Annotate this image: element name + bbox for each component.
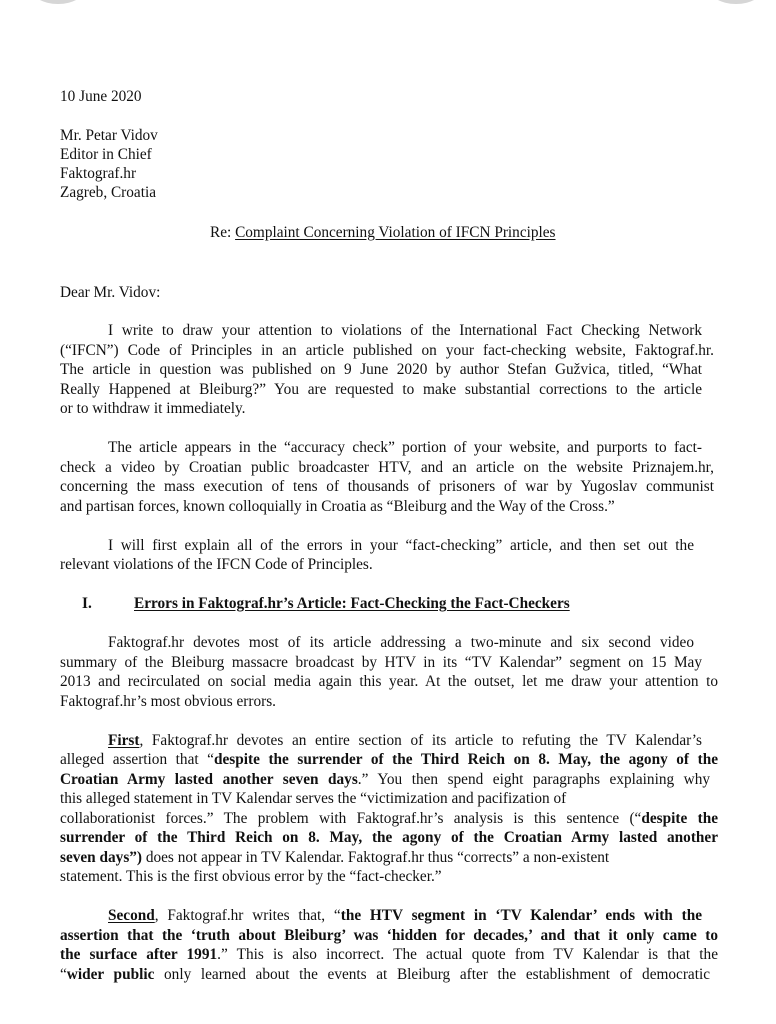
section-title: Errors in Faktograf.hr’s Article: Fact-Checking the Fact-Checkers [134,595,570,612]
text-line: the surface after 1991.” This is also incorrect. The actual quote from TV Kalendar is that the [60,946,718,963]
corner-shadow-right [708,0,764,4]
text-line: check a video by Croatian public broadcaster HTV, and an article on the website Priznajem.hr, [60,459,714,476]
re-prefix: Re: [210,224,236,241]
quoted-assertion: despite the [641,810,719,827]
quoted-assertion: seven days”) [60,849,143,866]
quoted-assertion: Croatian Army lasted another seven days [60,771,358,788]
text-line [60,828,718,848]
quoted-assertion: the HTV segment in ‘TV Kalendar’ ends with the [340,907,702,924]
text-line: “wider public only learned about the events at Bleiburg after the establishment of democratic [60,966,710,983]
text-line [60,926,718,946]
text-line: The article in question was published on 9 June 2020 by author Stefan Gužvica, titled, “What [60,361,702,378]
text-line: Really Happened at Bleiburg?” You are requested to make substantial corrections to the article [60,381,702,398]
text-line: seven days”) does not appear in TV Kalendar. Faktograf.hr thus “corrects” a non-existent [60,849,610,866]
text-line: First, Faktograf.hr devotes an entire section of its article to refuting the TV Kalendar’s [108,732,702,749]
section-number: I. [82,595,92,612]
recipient-location: Zagreb, Croatia [60,184,156,201]
text-line: collaborationist forces.” The problem with Faktograf.hr’s analysis is this sentence (“despite the [60,810,719,827]
text-line: Faktograf.hr devotes most of its article addressing a two-minute and six second video [108,634,694,651]
salutation: Dear Mr. Vidov: [60,284,161,301]
quoted-assertion: assertion that the ‘truth about Bleiburg’ was ‘hidden for decades,’ and that it only came to [60,927,718,944]
recipient-title: Editor in Chief [60,146,152,163]
corner-shadow-left [30,0,86,4]
re-line [210,223,556,243]
quoted-assertion: the surface after 1991 [60,946,218,963]
text-line: I will first explain all of the errors in your “fact-checking” article, and then set out the [108,537,694,554]
text-line: relevant violations of the IFCN Code of Principles. [60,556,373,573]
text-line: or to withdraw it immediately. [60,400,246,417]
text-line: (“IFCN”) Code of Principles in an article published on your fact-checking website, Faktograf.hr. [60,342,714,359]
text-line: I write to draw your attention to violations of the International Fact Checking Network [108,322,702,339]
text-line: summary of the Bleiburg massacre broadcast by HTV in its “TV Kalendar” segment on 15 May [60,654,702,671]
re-subject: Complaint Concerning Violation of IFCN Principles [235,224,556,241]
text-line: Second, Faktograf.hr writes that, “the HTV segment in ‘TV Kalendar’ ends with the [108,907,702,924]
letter-date: 10 June 2020 [60,88,142,105]
text-line: The article appears in the “accuracy check” portion of your website, and purports to fact- [108,439,702,456]
text-line: Croatian Army lasted another seven days.” You then spend eight paragraphs explaining why [60,771,710,788]
recipient-name: Mr. Petar Vidov [60,127,158,144]
quoted-assertion: despite the surrender of the Third Reich on 8. May, the agony of the [213,751,718,768]
second-label: Second [108,907,155,924]
text-line: 2013 and recirculated on social media again this year. At the outset, let me draw your attention to [60,673,718,690]
quoted-phrase: wider public [66,966,155,983]
text-line: alleged assertion that “despite the surrender of the Third Reich on 8. May, the agony of the [60,751,718,768]
text-line: statement. This is the first obvious error by the “fact-checker.” [60,868,442,885]
text-line: and partisan forces, known colloquially in Croatia as “Bleiburg and the Way of the Cross.” [60,498,615,515]
recipient-organization: Faktograf.hr [60,165,137,182]
quoted-assertion: surrender of the Third Reich on 8. May, the agony of the Croatian Army lasted another [60,829,718,846]
text-line: concerning the mass execution of tens of thousands of prisoners of war by Yugoslav communist [60,478,714,495]
first-label: First [108,732,140,749]
text-line: Faktograf.hr’s most obvious errors. [60,693,276,710]
text-line: this alleged statement in TV Kalendar serves the “victimization and pacifization of [60,790,567,807]
